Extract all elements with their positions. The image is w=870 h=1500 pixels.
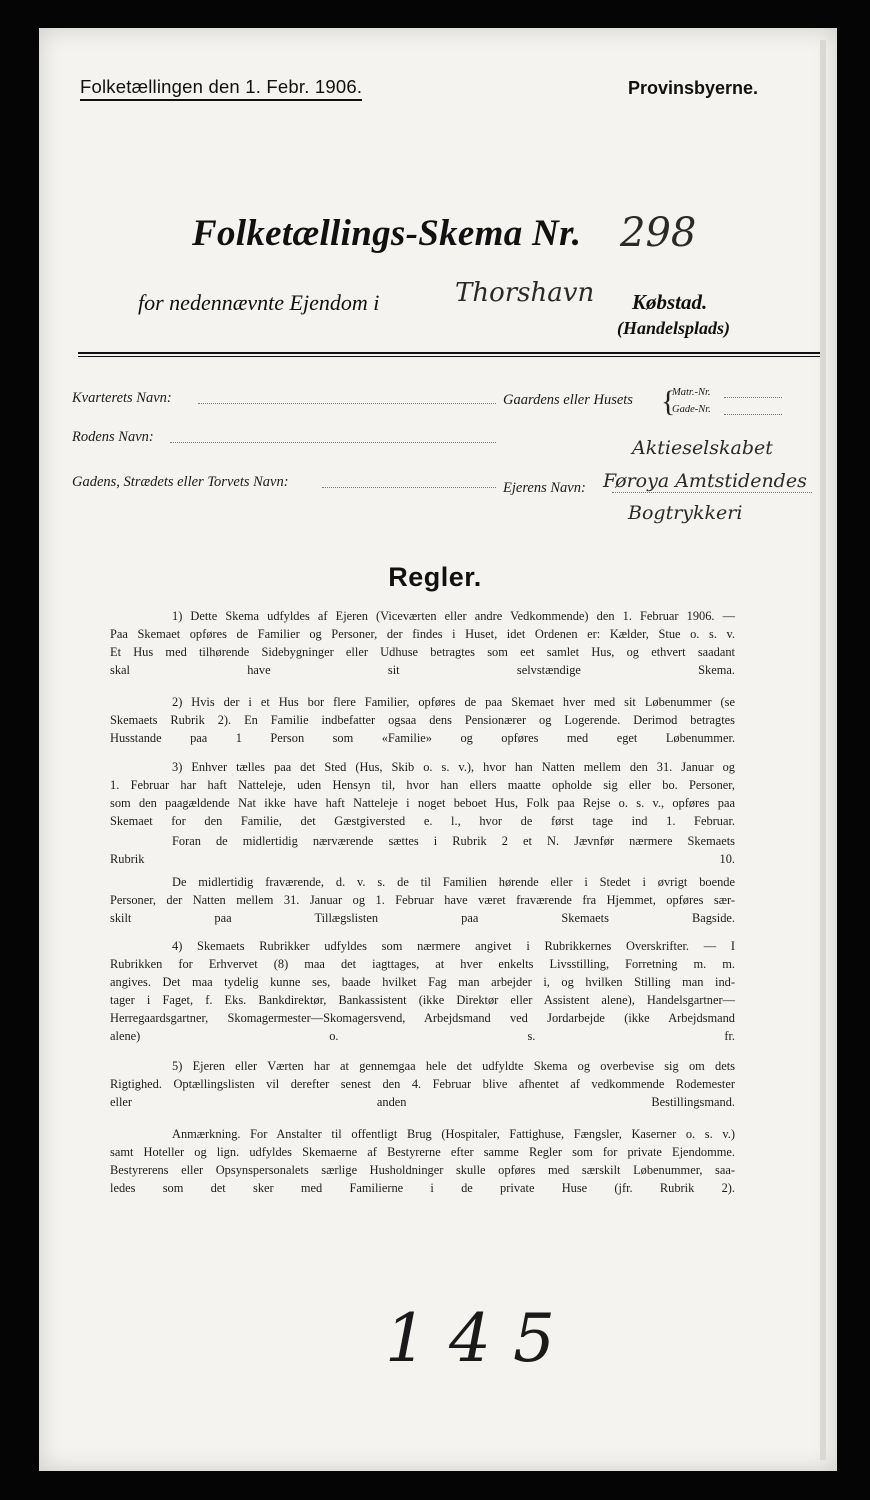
- divider-top: [78, 352, 820, 354]
- rule-1-line-2: Paa Skemaet opføres de Familier og Personer, der findes i Huset, idet Ordenen er: Kælder, Stue o. s. v.: [110, 627, 735, 641]
- rule-4-line-2: Rubrikken for Erhvervet (8) maa det iagttages, at hver enkelts Livsstilling, Forretning m. m.: [110, 957, 735, 971]
- gade-field: [322, 487, 496, 488]
- gade-label: Gadens, Strædets eller Torvets Navn:: [72, 474, 289, 490]
- schema-number: 298: [620, 210, 697, 256]
- gade-nr-field: [724, 414, 782, 415]
- rule-4-line-3: angives. Det maa tydelig kunne ses, baade hvilket Fag man arbejder i, og hvilken Stilling man ind-: [110, 975, 735, 989]
- matr-field: [724, 397, 782, 398]
- rule-1-line-4: skal have sit selvstændige Skema.: [110, 663, 735, 677]
- rule-5-line-3: eller anden Bestillingsmand.: [110, 1095, 735, 1109]
- rule-3-line-3: som den paagældende Nat ikke have haft Natteleje i noget beboet Hus, Folk paa Rejse o. s. v., opføres paa: [110, 796, 735, 810]
- rule-3-line-1: 3) Enhver tælles paa det Sted (Hus, Skib o. s. v.), hvor han Natten mellem den 31. Januar og: [172, 760, 735, 774]
- note-line-3: Bestyrerens eller Opsynspersonalets særlige Husholdninger skulle opføres med særskilt Løbenummer, saa-: [110, 1163, 735, 1177]
- matr-label: Matr.-Nr.: [672, 387, 711, 398]
- form-subtitle: for nedennævnte Ejendom i: [138, 290, 380, 315]
- rule-1-line-1: 1) Dette Skema udfyldes af Ejeren (Viceværten eller andre Vedkommende) den 1. Februar 1906. —: [172, 609, 735, 623]
- owner-line-2: Føroya Amtstidendes: [603, 470, 807, 492]
- rule-4-line-4: tager i Faget, f. Eks. Bankdirektør, Bankassistent (ikke Direktør eller Assistent alene), Handelsgartner—: [110, 993, 735, 1007]
- rule-3-line-8: Personer, der Natten mellem 31. Januar og 1. Februar have været fraværende fra Hjemmet, opføres sær-: [110, 893, 735, 907]
- rule-2-line-2: Skemaets Rubrik 2). En Familie indbefatter ogsaa dens Pensionærer og Logerende. Derimod betragtes: [110, 713, 735, 727]
- divider-top-thin: [78, 356, 820, 357]
- ejer-label: Ejerens Navn:: [503, 480, 586, 496]
- rule-4-line-6: alene) o. s. fr.: [110, 1029, 735, 1043]
- rules-heading: Regler.: [388, 562, 482, 592]
- rule-4-line-5: Herregaardsgartner, Skomagermester—Skomagersvend, Arbejdsmand ved Jordarbejde (ikke Arbejdsmand: [110, 1011, 735, 1025]
- rule-3-line-2: 1. Februar har haft Natteleje, uden Hensyn til, hvor han ellers maatte opholde sig eller bo. Personer,: [110, 778, 735, 792]
- census-title: Folketællingen den 1. Febr. 1906.: [80, 76, 362, 101]
- owner-line-3: Bogtrykkeri: [628, 502, 743, 524]
- rule-2-line-3: Husstande paa 1 Person som «Familie» og opføres med eget Løbenummer.: [110, 731, 735, 745]
- rule-5-line-2: Rigtighed. Optællingslisten vil derefter senest den 4. Februar blive afhentet af vedkommende Rodemester: [110, 1077, 735, 1091]
- note-line-4: ledes som det sker med Familierne i de private Huse (jfr. Rubrik 2).: [110, 1181, 735, 1195]
- handelsplads-label: (Handelsplads): [617, 318, 731, 338]
- rule-3-line-6: Rubrik 10.: [110, 852, 735, 866]
- kvarter-field: [198, 403, 496, 404]
- rode-label: Rodens Navn:: [72, 429, 154, 445]
- rule-5-line-1: 5) Ejeren eller Værten har at gennemgaa hele det udfyldte Skema og overbevise sig om dets: [172, 1059, 735, 1073]
- rule-3-line-7: De midlertidig fraværende, d. v. s. de til Familien hørende eller i Stedet i øvrigt boende: [172, 875, 735, 889]
- rode-field: [170, 442, 496, 443]
- region-label: Provinsbyerne.: [628, 78, 759, 98]
- rule-3-line-4: Skemaet for den Familie, det Gæstgiversted e. l., hvor de først tage ind 1. Februar.: [110, 814, 735, 828]
- note-line-2: samt Hoteller og lign. udfyldes Skemaerne af Bestyrerne efter samme Regler som for private Ejendomme.: [110, 1145, 735, 1159]
- handwritten-annotation: 145: [385, 1300, 577, 1377]
- page-edge: [820, 40, 826, 1460]
- brace-icon: {: [661, 385, 676, 418]
- note-line-1: Anmærkning. For Anstalter til offentligt Brug (Hospitaler, Fattighuse, Fængsler, Kaserner o. s. v.): [172, 1127, 735, 1141]
- rule-3-line-9: skilt paa Tillægslisten paa Skemaets Bagside.: [110, 911, 735, 925]
- town-name: Thorshavn: [455, 278, 595, 308]
- kobstad-label: Købstad.: [632, 290, 708, 314]
- form-title: Folketællings-Skema Nr.: [192, 213, 582, 254]
- gade-nr-label: Gade-Nr.: [672, 404, 711, 415]
- kvarter-label: Kvarterets Navn:: [72, 390, 172, 406]
- gaard-label: Gaardens eller Husets: [503, 392, 633, 408]
- rule-1-line-3: Et Hus med tilhørende Sidebygninger eller Udhuse betragtes som eet samlet Hus, og ethvert saadant: [110, 645, 735, 659]
- rule-4-line-1: 4) Skemaets Rubrikker udfyldes som nærmere angivet i Rubrikkernes Overskrifter. — I: [172, 939, 735, 953]
- rule-3-line-5: Foran de midlertidig nærværende sættes i Rubrik 2 et N. Jævnfør nærmere Skemaets: [172, 834, 735, 848]
- ejer-field: [612, 492, 812, 493]
- rule-2-line-1: 2) Hvis der i et Hus bor flere Familier, opføres de paa Skemaet hver med sit Løbenummer (se: [172, 695, 735, 709]
- owner-line-1: Aktieselskabet: [632, 437, 773, 459]
